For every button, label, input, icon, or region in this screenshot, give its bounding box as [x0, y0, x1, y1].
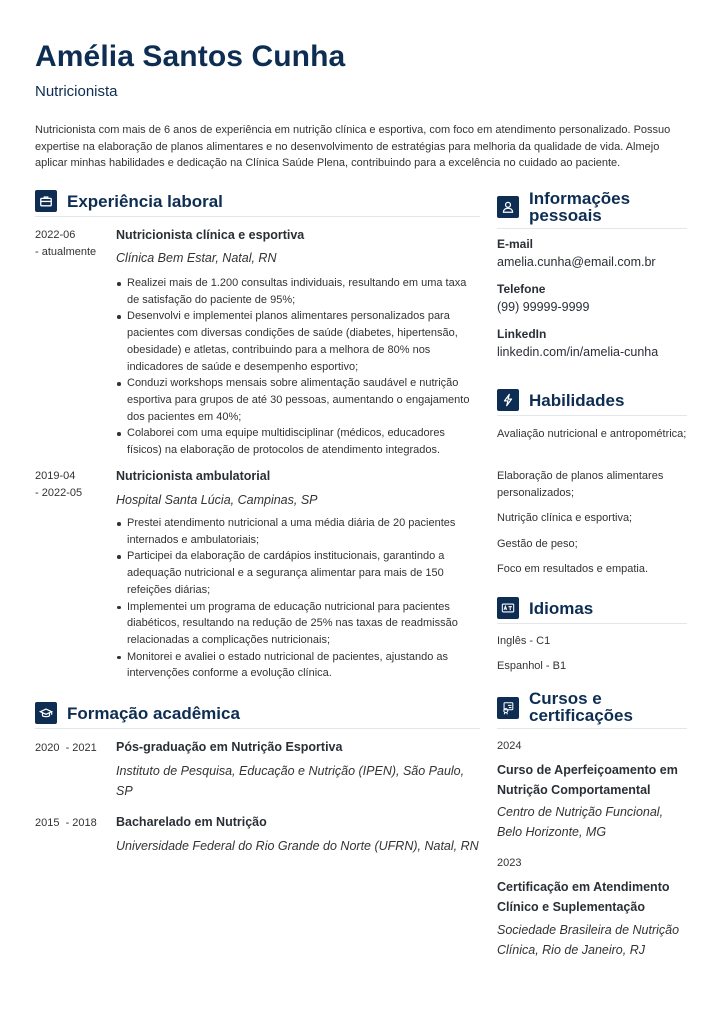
job-date-start: 2019-04 [35, 470, 76, 482]
education-degree: Bacharelado em Nutrição [116, 815, 267, 829]
course-title: Certificação em Atendimento Clínico e Suplementação [497, 880, 670, 914]
list-item: Implementei um programa de educação nutricional para pacientes diabéticos, resultando na redução de 25% nas taxas de readmissão relacionadas a complicações nutricionais; [116, 599, 476, 649]
phone-value[interactable]: (99) 99999-9999 [497, 300, 590, 314]
job-date-end: - atualmente [35, 246, 97, 258]
course-title: Curso de Aperfeiçoamento em Nutrição Comportamental [497, 763, 678, 797]
job-date-start: 2022-06 [35, 229, 76, 241]
job-title: Nutricionista [35, 83, 118, 100]
divider [35, 216, 480, 217]
list-item: Prestei atendimento nutricional a uma média diária de 20 pacientes internados e ambulatoriais; [116, 515, 476, 548]
course-org: Centro de Nutrição Funcional, Belo Horizonte, MG [497, 805, 664, 839]
language-item: Espanhol - B1 [497, 660, 567, 672]
job-title: Nutricionista ambulatorial [116, 469, 271, 483]
skill-item: Avaliação nutricional e antropométrica; [497, 428, 687, 440]
skill-item: Gestão de peso; [497, 538, 578, 550]
list-item: Participei da elaboração de cardápios institucionais, garantindo a adequação nutricional e a segurança alimentar para mais de 150 refeições diárias; [116, 548, 476, 598]
divider [35, 728, 480, 729]
personal-info-heading [529, 190, 630, 224]
profile-summary: Nutricionista com mais de 6 anos de experiência em nutrição clínica e esportiva, com foco em atendimento personalizado. Possuo expertise na elaboração de planos alimentares e no desenvolvimento de estratégias para melhoria da qualidade de vida. Almejo aplicar minhas habilidades e dedicação na Clínica Saúde Plena, contribuindo para a excelência no cuidado ao paciente. [35, 124, 671, 169]
linkedin-label: LinkedIn [497, 327, 547, 341]
skills-section-header [497, 389, 624, 411]
courses-section-header [497, 690, 633, 724]
language-item: Inglês - C1 [497, 635, 551, 647]
courses-heading [529, 690, 633, 724]
job-employer: Hospital Santa Lúcia, Campinas, SP [116, 493, 318, 507]
email-label: E-mail [497, 237, 534, 251]
phone-label: Telefone [497, 282, 546, 296]
education-date: 2020 - 2021 [35, 742, 97, 754]
language-icon [497, 597, 519, 619]
job-bullets [116, 275, 476, 459]
skills-heading: Habilidades [529, 390, 625, 410]
job-bullets [116, 515, 476, 682]
personal-info-section-header [497, 190, 630, 224]
job-employer: Clínica Bem Estar, Natal, RN [116, 251, 277, 265]
divider [497, 415, 687, 416]
candidate-name: Amélia Santos Cunha [35, 40, 346, 73]
courses-heading-line1: Cursos e [529, 689, 602, 708]
education-date: 2015 - 2018 [35, 817, 97, 829]
job-title: Nutricionista clínica e esportiva [116, 228, 305, 242]
graduation-cap-icon [35, 702, 57, 724]
divider [497, 623, 687, 624]
divider [497, 728, 687, 729]
job-date-end: - 2022-05 [35, 487, 83, 499]
course-org: Sociedade Brasileira de Nutrição Clínica, Rio de Janeiro, RJ [497, 923, 680, 957]
education-school: Instituto de Pesquisa, Educação e Nutrição (IPEN), São Paulo, SP [116, 764, 465, 798]
education-section-header [35, 702, 240, 724]
list-item: Colaborei com uma equipe multidisciplinar (médicos, educadores físicos) na elaboração de protocolos de atendimento integrados. [116, 425, 476, 458]
list-item: Desenvolvi e implementei planos alimentares personalizados para pacientes com diversas condições de saúde (diabetes, hipertensão, obesidade) e atletas, contribuindo para a melhora de 80% nos indicadores de saúde e desempenho esportivo; [116, 308, 476, 375]
education-degree: Pós-graduação em Nutrição Esportiva [116, 740, 343, 754]
list-item: Realizei mais de 1.200 consultas individuais, resultando em uma taxa de satisfação do paciente de 95%; [116, 275, 476, 308]
lightning-icon [497, 389, 519, 411]
user-icon [497, 196, 519, 218]
education-school: Universidade Federal do Rio Grande do Norte (UFRN), Natal, RN [116, 839, 479, 853]
personal-info-heading-line1: Informações [529, 189, 631, 208]
job-date [35, 227, 96, 261]
course-year: 2024 [497, 740, 522, 752]
certificate-icon [497, 697, 519, 719]
languages-heading: Idiomas [529, 598, 594, 618]
skill-item: Foco em resultados e empatia. [497, 563, 649, 575]
list-item: Conduzi workshops mensais sobre alimentação saudável e nutrição esportiva para grupos de até 30 pessoas, aumentando o engajamento dos pacientes em 40%; [116, 375, 476, 425]
course-year: 2023 [497, 857, 522, 869]
courses-heading-line2: certificações [529, 706, 633, 725]
briefcase-icon [35, 190, 57, 212]
job-date [35, 468, 82, 502]
experience-section-header [35, 190, 223, 212]
email-value[interactable]: amelia.cunha@email.com.br [497, 255, 656, 269]
languages-section-header [497, 597, 593, 619]
list-item: Monitorei e avaliei o estado nutricional de pacientes, ajustando as intervenções conforme a evolução clínica. [116, 649, 476, 682]
personal-info-heading-line2: pessoais [529, 206, 602, 225]
skill-item: Elaboração de planos alimentares personalizados; [497, 470, 664, 499]
divider [497, 228, 687, 229]
linkedin-value[interactable]: linkedin.com/in/amelia-cunha [497, 345, 659, 359]
education-heading: Formação acadêmica [67, 703, 240, 723]
skill-item: Nutrição clínica e esportiva; [497, 512, 633, 524]
experience-heading: Experiência laboral [67, 191, 223, 211]
